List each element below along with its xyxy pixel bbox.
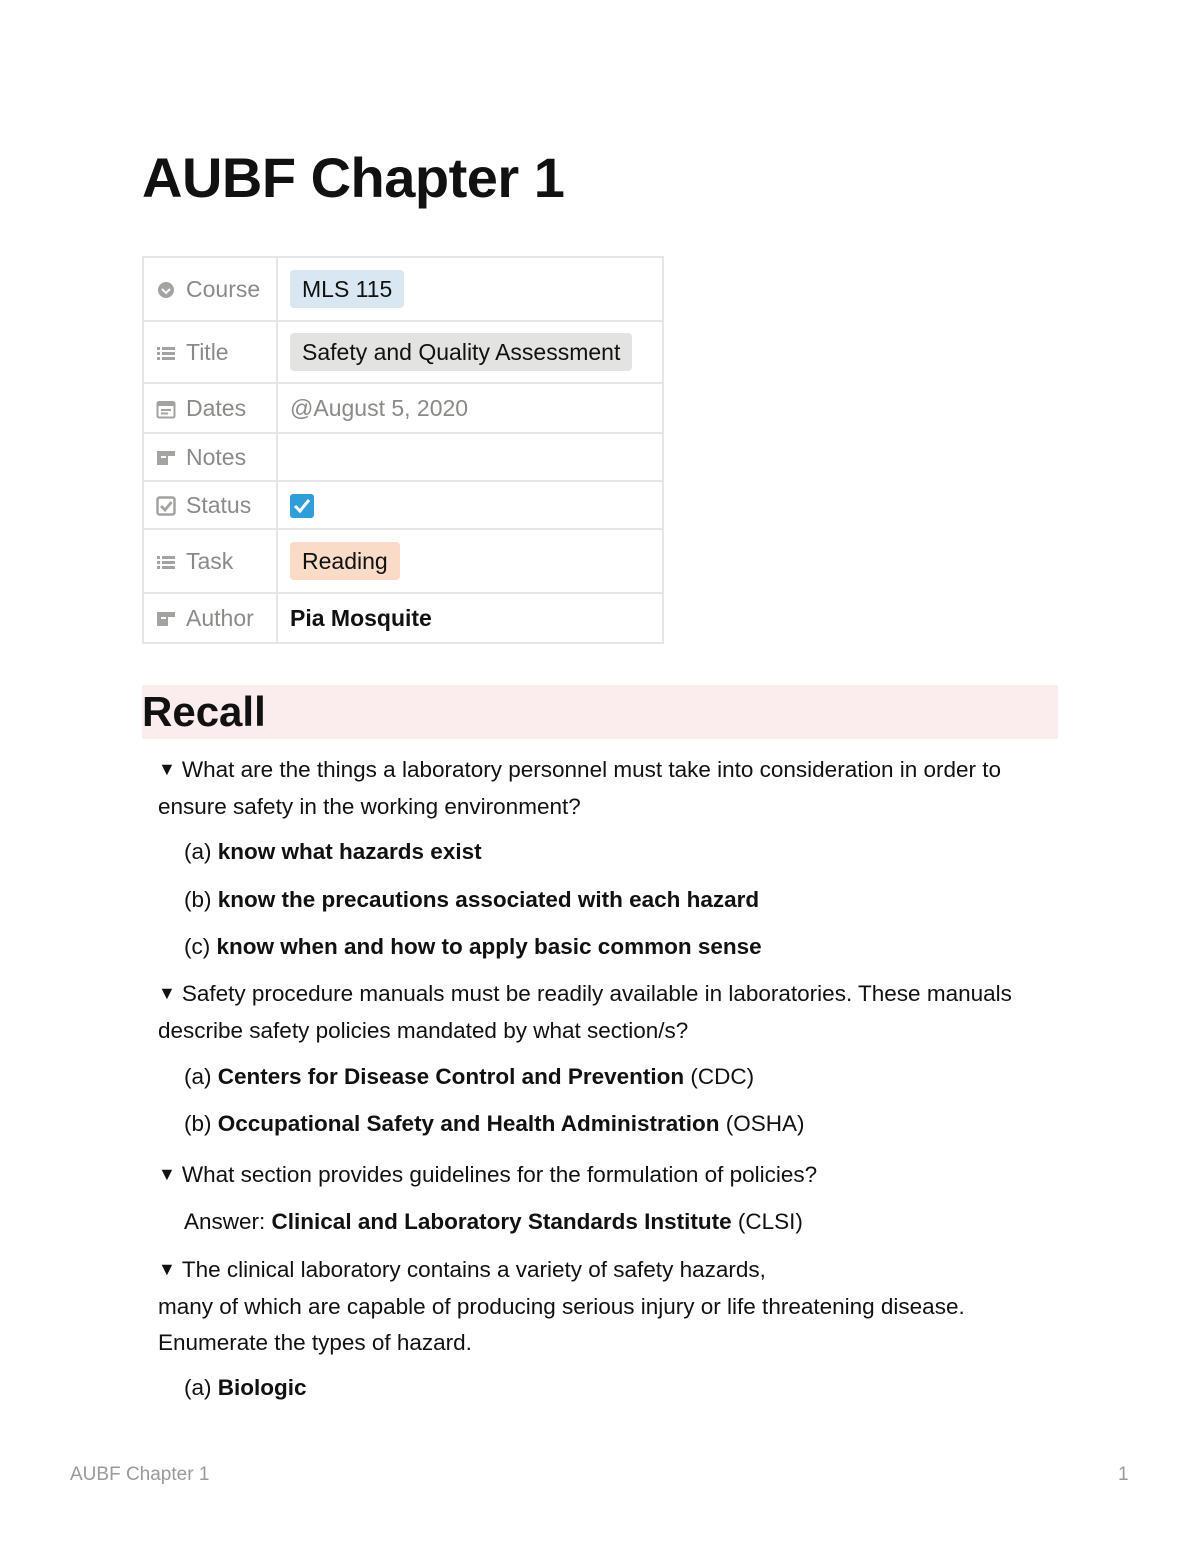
toggle-question-2[interactable] <box>158 976 1058 1049</box>
property-value-author[interactable] <box>277 593 663 643</box>
properties-table <box>142 256 664 644</box>
property-value-status[interactable] <box>277 481 663 529</box>
page-title: AUBF Chapter 1 <box>142 146 565 209</box>
property-row-title <box>143 321 663 383</box>
answer-suffix: (CDC) <box>690 1064 755 1089</box>
answer-item <box>184 834 482 870</box>
toggle-question-4[interactable] <box>158 1252 1058 1361</box>
answer-item <box>184 929 762 965</box>
property-label: Title <box>186 338 229 365</box>
answer-bold: Centers for Disease Control and Prevention <box>217 1064 685 1089</box>
date-value[interactable]: @August 5, 2020 <box>290 394 469 421</box>
property-row-course <box>143 257 663 321</box>
status-checkbox[interactable] <box>290 494 314 518</box>
property-label: Course <box>186 275 261 302</box>
footer-title: AUBF Chapter 1 <box>70 1464 210 1485</box>
select-icon <box>156 279 176 299</box>
property-row-task <box>143 529 663 593</box>
property-value-course[interactable] <box>277 257 663 321</box>
property-key-notes[interactable] <box>143 433 277 481</box>
property-label: Author <box>186 604 254 631</box>
answer-bold: Clinical and Laboratory Standards Institute <box>271 1209 732 1234</box>
answer-prefix: (b) <box>184 1111 212 1136</box>
task-tag[interactable]: Reading <box>290 542 400 580</box>
property-row-status <box>143 481 663 529</box>
property-key-course[interactable] <box>143 257 277 321</box>
toggle-question-1[interactable] <box>158 752 1058 825</box>
answer-prefix: (b) <box>184 887 212 912</box>
question-text: The clinical laboratory contains a variety of safety hazards, <box>181 1257 766 1282</box>
property-value-title[interactable] <box>277 321 663 383</box>
answer-item <box>184 1059 754 1095</box>
property-key-dates[interactable] <box>143 383 277 433</box>
property-label: Status <box>186 491 252 518</box>
recall-heading: Recall <box>142 685 1058 739</box>
author-name: Pia Mosquite <box>290 604 432 631</box>
answer-bold: know what hazards exist <box>217 839 482 864</box>
property-value-task[interactable] <box>277 529 663 593</box>
page-number: 1 <box>1118 1464 1129 1485</box>
property-key-task[interactable] <box>143 529 277 593</box>
property-label: Task <box>186 547 234 574</box>
question-text: Enumerate the types of hazard. <box>158 1330 472 1355</box>
course-tag[interactable]: MLS 115 <box>290 270 404 308</box>
answer-suffix: (CLSI) <box>737 1209 803 1234</box>
question-text: Safety procedure manuals must be readily available in laboratories. These manuals describe safety policies mandated by what section/s? <box>158 981 1012 1043</box>
answer-item <box>184 1204 803 1240</box>
property-row-author <box>143 593 663 643</box>
toggle-triangle-icon[interactable]: ▼ <box>158 759 176 779</box>
answer-suffix: (OSHA) <box>725 1111 805 1136</box>
answer-prefix: (a) <box>184 839 212 864</box>
answer-item <box>184 1106 805 1142</box>
toggle-question-3[interactable] <box>158 1157 1058 1194</box>
property-label: Notes <box>186 443 247 470</box>
title-tag[interactable]: Safety and Quality Assessment <box>290 333 632 371</box>
question-text: many of which are capable of producing serious injury or life threatening disease. <box>158 1294 965 1319</box>
answer-bold: Occupational Safety and Health Administration <box>217 1111 720 1136</box>
multi-select-icon <box>156 342 176 362</box>
toggle-triangle-icon[interactable]: ▼ <box>158 1259 176 1279</box>
answer-prefix: (a) <box>184 1064 212 1089</box>
text-icon <box>156 608 176 628</box>
answer-bold: know when and how to apply basic common sense <box>216 934 762 959</box>
toggle-triangle-icon[interactable]: ▼ <box>158 983 176 1003</box>
question-text: What are the things a laboratory personnel must take into consideration in order to ensure safety in the working environment? <box>158 757 1002 819</box>
property-label: Dates <box>186 394 247 421</box>
question-text: What section provides guidelines for the formulation of policies? <box>181 1162 818 1187</box>
check-icon <box>293 498 311 514</box>
property-row-dates <box>143 383 663 433</box>
multi-select-icon <box>156 551 176 571</box>
answer-bold: Biologic <box>217 1375 307 1400</box>
toggle-triangle-icon[interactable]: ▼ <box>158 1164 176 1184</box>
text-icon <box>156 447 176 467</box>
answer-prefix: (c) <box>184 934 211 959</box>
answer-bold: know the precautions associated with each hazard <box>217 887 760 912</box>
answer-item <box>184 1370 307 1406</box>
property-row-notes <box>143 433 663 481</box>
property-key-author[interactable] <box>143 593 277 643</box>
checkbox-property-icon <box>156 495 176 515</box>
calendar-icon <box>156 398 176 418</box>
property-key-status[interactable] <box>143 481 277 529</box>
property-key-title[interactable] <box>143 321 277 383</box>
answer-prefix: Answer: <box>184 1209 266 1234</box>
answer-item <box>184 882 759 918</box>
answer-prefix: (a) <box>184 1375 212 1400</box>
property-value-dates[interactable] <box>277 383 663 433</box>
property-value-notes[interactable] <box>277 433 663 481</box>
